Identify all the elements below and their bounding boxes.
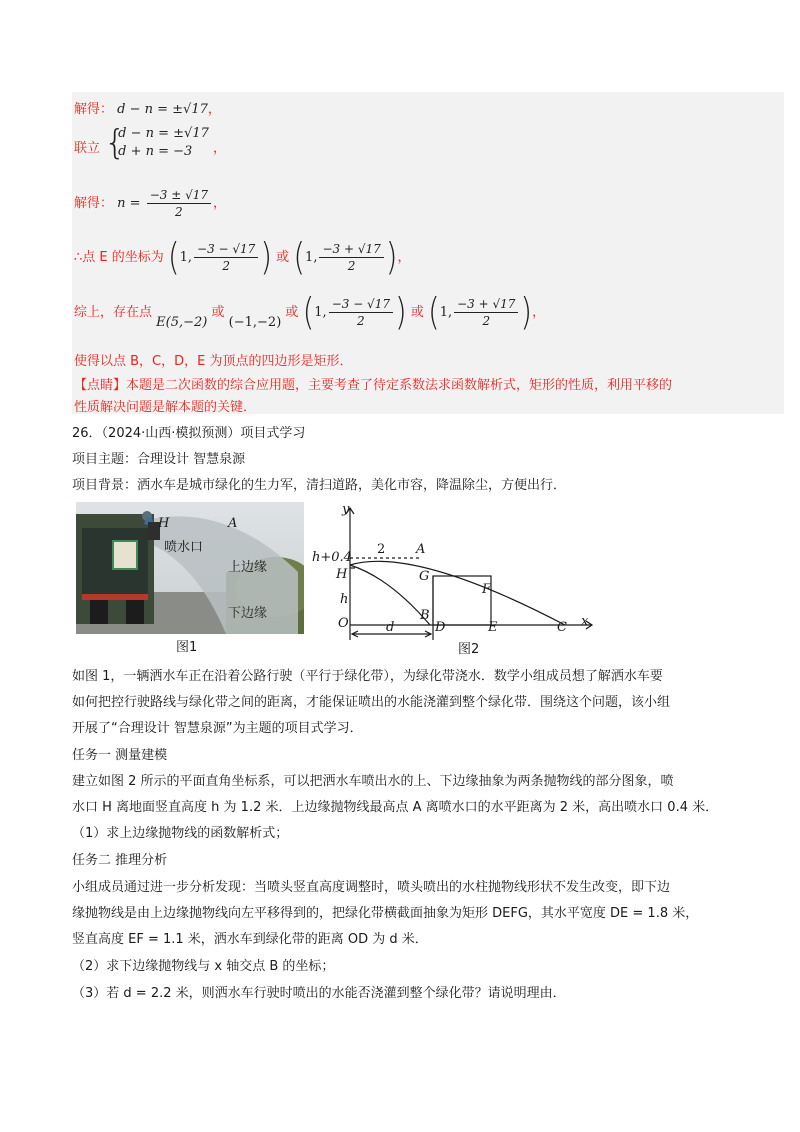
solution-line-4: ∴点 E 的坐标为 (1, $\frac{-3 - √17}{2}$ ) 或 (1, $\frac{-3 + √17}{2}$ )， [74, 235, 411, 279]
task-2-line-3: 竖直高度 EF = 1.1 米，洒水车到绿化带的距离 OD 为 d 米． [72, 932, 428, 947]
equation-system [104, 123, 209, 163]
task-2-line-1: 小组成员通过进一步分析发现：当喷头竖直高度调整时，喷头喷出的水柱抛物线形状不发生改变，即下边 [72, 880, 671, 895]
solution-line-5: 综上，存在点 E(5,−2) 或 (−1,−2) 或 (1, $\frac{-3 - √17}{2}$ ) 或 (1, $\frac{-3 + √17}{2}$ )， [74, 290, 546, 334]
comment-tag: 【点睛】 [74, 378, 127, 393]
label-h-plus-04: h+0.4 [312, 550, 352, 565]
solution-line-3 [74, 188, 226, 219]
label-h: H [158, 516, 170, 531]
x-value: 1, [179, 250, 193, 265]
project-theme: 项目主题：合理设计 智慧泉源 [72, 452, 246, 467]
figure-1-illustration [76, 502, 304, 634]
fraction-plus [454, 297, 518, 328]
fraction-plus [319, 242, 383, 273]
comment-text: 本题是二次函数的综合应用题，主要考查了待定系数法求函数解析式，矩形的性质，利用平移的 [126, 378, 673, 393]
lower-parabola [350, 565, 430, 625]
comment-line-1 [74, 374, 672, 393]
label-nozzle: 喷水口 [164, 540, 204, 555]
project-background: 项目背景：洒水车是城市绿化的生力军，清扫道路，美化市容，降温除尘，方便出行． [72, 478, 567, 493]
or: 或 [285, 305, 299, 320]
label-d: D [435, 620, 446, 635]
label-e: E [488, 620, 498, 635]
solution-line-6: 使得以点 B，C，D，E 为顶点的四边形是矩形． [74, 354, 353, 369]
brace: { [104, 123, 126, 163]
question-2: （2）求下边缘抛物线与 x 轴交点 B 的坐标； [72, 959, 335, 974]
label-f: F [482, 582, 492, 597]
figure-1-caption: 图1 [176, 640, 198, 655]
y-axis-label: y [342, 502, 350, 517]
intro-line-1: 如图 1，一辆洒水车正在沿着公路行驶（平行于绿化带），为绿化带浇水．数学小组成员想了解洒水车要 [72, 669, 663, 684]
solution-line-1 [74, 98, 221, 117]
fraction-minus [194, 242, 258, 273]
comma: ， [397, 250, 411, 265]
task-1-title: 任务一 测量建模 [72, 748, 168, 763]
numerator: −3 − √17 [329, 297, 393, 313]
lhs: n = [117, 196, 141, 211]
x-value: 1, [439, 305, 453, 320]
label-lower-edge: 下边缘 [228, 606, 268, 621]
denominator: 2 [175, 205, 183, 219]
label-g: G [419, 569, 430, 584]
label-o: O [338, 616, 349, 631]
label-a: A [416, 542, 426, 557]
denominator: 2 [347, 259, 356, 273]
task-1-line-1: 建立如图 2 所示的平面直角坐标系，可以把洒水车喷出水的上、下边缘抽象为两条抛物线的部分图象，喷 [72, 774, 674, 789]
numerator: −3 + √17 [454, 297, 518, 313]
comment-line-2: 性质解决问题是解本题的关键． [74, 400, 257, 415]
denominator: 2 [482, 314, 491, 328]
x-value: 1, [305, 250, 318, 265]
equation-1: d − n = ±√17 [118, 126, 209, 141]
task-2-title: 任务二 推理分析 [72, 853, 168, 868]
label: 解得： [74, 102, 114, 117]
label-c: C [557, 620, 567, 635]
figure-2 [310, 500, 600, 657]
question-1: （1）求上边缘抛物线的函数解析式； [72, 826, 289, 841]
question-3: （3）若 d = 2.2 米，则洒水车行驶时喷出的水能否浇灌到整个绿化带？请说明理由． [72, 986, 566, 1001]
x-axis-label: x [581, 614, 589, 629]
text: 综上，存在点 [74, 305, 153, 320]
label-h-height: h [340, 592, 349, 607]
numerator: −3 + √17 [319, 242, 383, 258]
numerator: −3 − √17 [194, 242, 258, 258]
label-upper-edge: 上边缘 [228, 560, 268, 575]
text: ∴点 E 的坐标为 [74, 250, 164, 265]
numerator: −3 ± √17 [147, 188, 211, 204]
comma: ， [532, 305, 546, 320]
denominator: 2 [222, 259, 230, 273]
label: 联立 [74, 141, 101, 156]
task-1-line-2: 水口 H 离地面竖直高度 h 为 1.2 米．上边缘抛物线最高点 A 离喷水口的水平距离为 2 米，高出喷水口 0.4 米． [72, 800, 719, 815]
figure-1-photo [76, 502, 304, 634]
intro-line-3: 开展了“合理设计 智慧泉源”为主题的项目式学习． [72, 721, 363, 736]
label-h-point: H [336, 567, 348, 582]
comma: ， [207, 102, 221, 117]
label-b: B [420, 608, 430, 623]
comma: ， [213, 196, 227, 211]
intro-line-2: 如何把控行驶路线与绿化带之间的距离，才能保证喷出的水能浇灌到整个绿化带．围绕这个问题，该小组 [72, 695, 671, 710]
or: 或 [276, 250, 290, 265]
label-a: A [228, 516, 238, 531]
fraction [147, 188, 211, 219]
label-2: 2 [377, 542, 386, 557]
label-distance-d: d [386, 620, 395, 635]
denominator: 2 [357, 314, 365, 328]
solution-block [72, 92, 784, 414]
solution-line-2 [74, 123, 227, 163]
x-value: 1, [314, 305, 327, 320]
figure-2-caption: 图2 [458, 642, 480, 657]
point-e2: (−1,−2) [228, 315, 282, 330]
or: 或 [211, 305, 225, 320]
problem-header: 26．（2024·山西·模拟预测）项目式学习 [72, 426, 306, 441]
equation-2: d + n = −3 [118, 144, 193, 159]
comma: ， [213, 141, 227, 156]
point-e1: E(5,−2) [156, 315, 208, 330]
label: 解得： [74, 196, 114, 211]
upper-parabola [350, 561, 565, 625]
fraction-minus [329, 297, 393, 328]
task-2-line-2: 缘抛物线是由上边缘抛物线向左平移得到的，把绿化带横截面抽象为矩形 DEFG，其水平宽度 DE = 1.8 米， [72, 906, 699, 921]
or: 或 [410, 305, 424, 320]
equation: d − n = ±√17 [117, 102, 208, 117]
